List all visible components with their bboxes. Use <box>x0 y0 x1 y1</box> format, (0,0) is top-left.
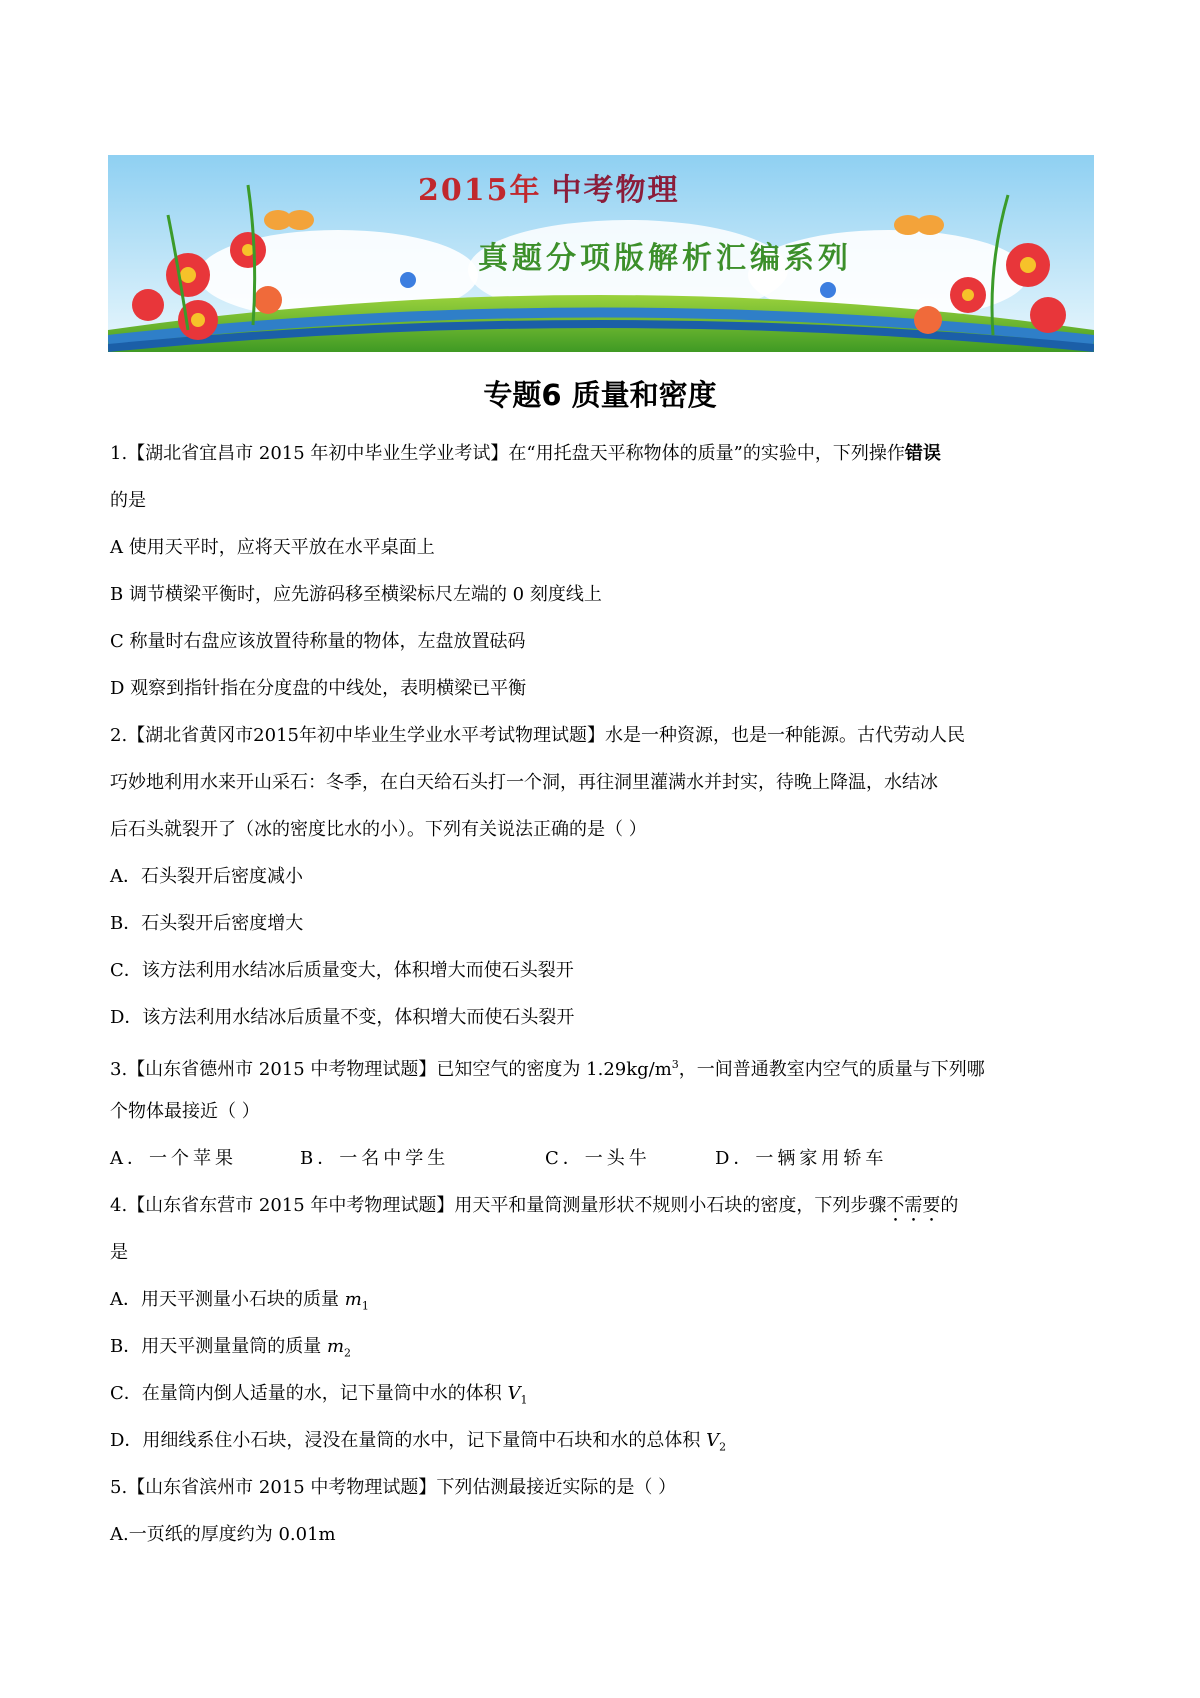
question-3-option-c: C．一头牛 <box>545 1148 651 1169</box>
question-4-option-a-text: A．用天平测量小石块的质量 <box>110 1289 345 1310</box>
question-4-option-c-sub: 1 <box>520 1393 528 1407</box>
question-4-option-a <box>110 1276 1100 1323</box>
question-3-line-2: 个物体最接近（ ） <box>110 1101 260 1122</box>
question-1-option-b: B 调节横梁平衡时，应先游码移至横梁标尺左端的 0 刻度线上 <box>110 584 602 605</box>
question-4-option-c-text: C．在量筒内倒人适量的水，记下量筒中水的体积 <box>110 1383 508 1404</box>
question-1-bold-word: 错误 <box>904 443 941 464</box>
question-3-option-b: B．一名中学生 <box>300 1148 450 1169</box>
question-4-option-b-text: B．用天平测量量筒的质量 <box>110 1336 327 1357</box>
question-4-option-d-var: V <box>706 1430 720 1451</box>
question-3-options <box>110 1135 1100 1182</box>
header-banner <box>108 155 1094 352</box>
question-5-option-a: A.一页纸的厚度约为 0.01m <box>110 1524 336 1545</box>
question-4-option-b-sub: 2 <box>344 1346 352 1360</box>
banner-title-line1 <box>418 165 680 209</box>
question-2-line-2: 巧妙地利用水来开山采石：冬季，在白天给石头打一个洞，再往洞里灌满水并封实，待晚上降温，水结冰 <box>110 772 938 793</box>
question-2-option-c: C．该方法利用水结冰后质量变大，体积增大而使石头裂开 <box>110 960 574 981</box>
question-3-option-a: A．一个苹果 <box>110 1148 237 1169</box>
question-4-text-b: 的 <box>940 1195 959 1216</box>
question-4-option-a-var: m <box>344 1289 362 1310</box>
question-4-line-2: 是 <box>110 1242 128 1263</box>
question-1-option-d: D 观察到指针指在分度盘的中线处，表明横梁已平衡 <box>110 678 527 699</box>
question-4-option-d <box>110 1417 1100 1464</box>
question-list <box>110 430 1100 1558</box>
question-2-line-3: 后石头就裂开了（冰的密度比水的小）。下列有关说法正确的是（ ） <box>110 819 647 840</box>
question-1-text: 1.【湖北省宜昌市 2015 年初中毕业生学业考试】在“用托盘天平称物体的质量”的实验中，下列操作 <box>110 443 905 464</box>
question-4-option-b-var: m <box>326 1336 345 1357</box>
question-4-text-a: 4.【山东省东营市 2015 年中考物理试题】用天平和量筒测量形状不规则小石块的密度，下列步骤 <box>110 1195 887 1216</box>
page-title: 专题6 质量和密度 <box>483 378 717 412</box>
question-1-option-c: C 称量时右盘应该放置待称量的物体，左盘放置砝码 <box>110 631 526 652</box>
question-2-option-b: B．石头裂开后密度增大 <box>110 913 304 934</box>
question-4-option-b <box>110 1323 1100 1370</box>
question-4-option-c <box>110 1370 1100 1417</box>
question-3-line-1 <box>110 1041 1100 1088</box>
question-2-line-1: 2.【湖北省黄冈市2015年初中毕业生学业水平考试物理试题】水是一种资源，也是一种能源。古代劳动人民 <box>110 725 965 746</box>
question-3-text-a: 3.【山东省德州市 2015 中考物理试题】已知空气的密度为 1.29kg/m <box>110 1059 672 1080</box>
question-4-line-1 <box>110 1182 1100 1229</box>
banner-subject: 中考物理 <box>551 173 680 208</box>
question-3-superscript: 3 <box>671 1058 679 1071</box>
question-3-text-b: ，一间普通教室内空气的质量与下列哪 <box>678 1059 985 1080</box>
question-2-option-d: D．该方法利用水结冰后质量不变，体积增大而使石头裂开 <box>110 1007 575 1028</box>
question-4-emphasized-word: 不需要 <box>886 1195 941 1216</box>
question-5-line-1: 5.【山东省滨州市 2015 中考物理试题】下列估测最接近实际的是（ ） <box>110 1477 677 1498</box>
banner-title-line2: 真题分项版解析汇编系列 <box>478 241 852 276</box>
question-4-option-d-text: D．用细线系住小石块，浸没在量筒的水中，记下量筒中石块和水的总体积 <box>110 1430 707 1451</box>
question-4-option-a-sub: 1 <box>361 1299 369 1313</box>
question-1-line-1 <box>110 430 1100 477</box>
question-4-option-c-var: V <box>507 1383 521 1404</box>
question-1-option-a: A 使用天平时，应将天平放在水平桌面上 <box>110 537 435 558</box>
banner-year: 2015年 <box>418 173 542 208</box>
question-3-option-d: D．一辆家用轿车 <box>715 1148 888 1169</box>
question-2-option-a: A．石头裂开后密度减小 <box>110 866 303 887</box>
question-1-line-2: 的是 <box>110 490 146 511</box>
question-4-option-d-sub: 2 <box>719 1440 727 1454</box>
